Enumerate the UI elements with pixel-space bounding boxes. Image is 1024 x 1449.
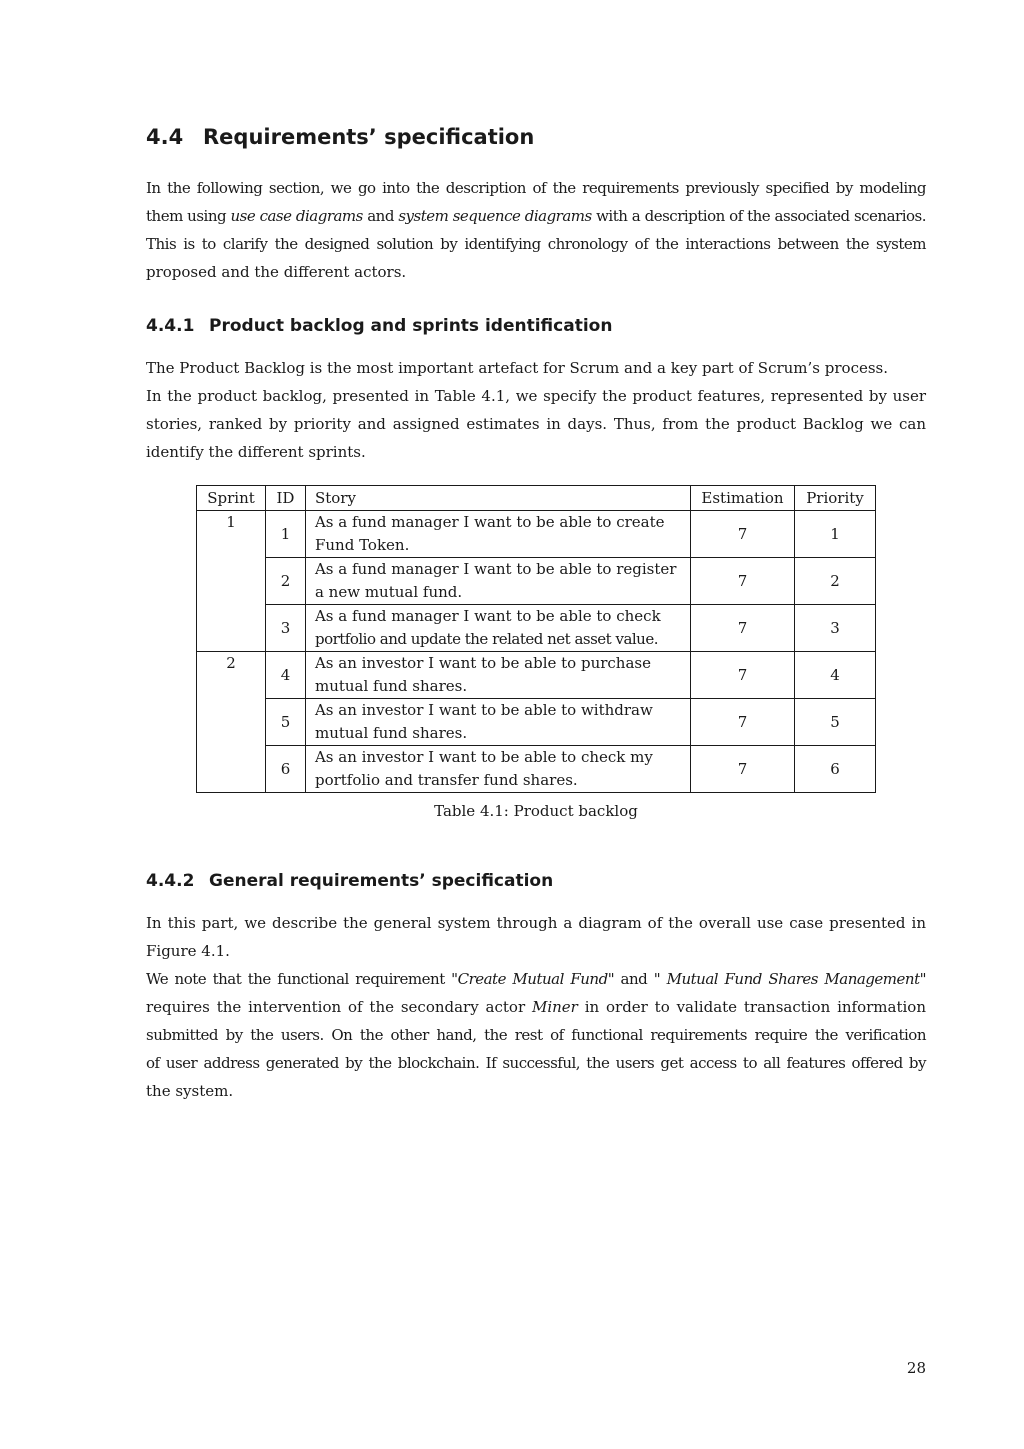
table-row	[197, 558, 876, 605]
term-use-case-diagrams: use case diagrams	[230, 207, 363, 225]
subsection-title: Product backlog and sprints identification	[209, 316, 613, 336]
priority-cell: 1	[794, 511, 875, 558]
text-line: In the following section, we go into the description of the requirements previously specified by modeling	[146, 179, 926, 197]
estimation-cell: 7	[691, 699, 795, 746]
estimation-cell: 7	[691, 605, 795, 652]
story-line: portfolio and transfer fund shares.	[314, 771, 578, 789]
priority-cell: 4	[794, 652, 875, 699]
priority-cell: 2	[794, 558, 875, 605]
text-line	[146, 965, 926, 993]
text-line	[146, 993, 926, 1021]
story-cell	[305, 652, 690, 699]
subsection-number: 4.4.1	[146, 316, 195, 336]
id-cell: 6	[265, 746, 305, 793]
table-row	[197, 652, 876, 699]
id-cell: 1	[265, 511, 305, 558]
section-number: 4.4	[146, 125, 184, 149]
text-run: them using	[146, 207, 231, 225]
text-run: We note that the functional requirement "	[146, 970, 458, 988]
section-heading	[146, 125, 534, 149]
subsection-title: General requirements’ specification	[209, 871, 554, 891]
story-line: As a fund manager I want to be able to create	[314, 513, 665, 531]
term-create-mutual-fund: Create Mutual Fund	[457, 970, 608, 988]
text-run: "	[919, 970, 927, 988]
story-cell	[305, 605, 690, 652]
story-line: As an investor I want to be able to withdraw	[314, 701, 653, 719]
header-priority: Priority	[794, 486, 875, 511]
table-header-row	[197, 486, 876, 511]
section-title: Requirements’ specification	[203, 125, 535, 149]
table-row	[197, 746, 876, 793]
story-cell	[305, 558, 690, 605]
story-line: As an investor I want to be able to purchase	[314, 654, 651, 672]
table-caption: Table 4.1: Product backlog	[434, 802, 638, 820]
subsection-heading-backlog	[146, 316, 612, 336]
table-row	[197, 511, 876, 558]
story-line: As an investor I want to be able to check my	[314, 748, 653, 766]
estimation-cell: 7	[691, 746, 795, 793]
text-line: stories, ranked by priority and assigned estimates in days. Thus, from the product Backlog we can	[146, 415, 926, 433]
header-story: Story	[305, 486, 690, 511]
sprint-cell: 1	[197, 511, 266, 652]
product-backlog-table	[196, 485, 876, 793]
story-cell	[305, 511, 690, 558]
story-line: mutual fund shares.	[314, 677, 468, 695]
id-cell: 2	[265, 558, 305, 605]
priority-cell: 5	[794, 699, 875, 746]
term-system-sequence-diagrams: system sequence diagrams	[398, 207, 592, 225]
story-line: mutual fund shares.	[314, 724, 468, 742]
id-cell: 4	[265, 652, 305, 699]
story-cell	[305, 699, 690, 746]
text-line: the system.	[146, 1082, 234, 1100]
subsection-number: 4.4.2	[146, 871, 195, 891]
term-mutual-fund-shares-management: Mutual Fund Shares Management	[666, 970, 920, 988]
text-line: In this part, we describe the general system through a diagram of the overall use case presented in	[146, 914, 926, 932]
backlog-paragraph	[146, 354, 926, 466]
story-line: portfolio and update the related net asset value.	[314, 630, 658, 648]
text-line: proposed and the different actors.	[146, 263, 407, 281]
priority-cell: 6	[794, 746, 875, 793]
text-line: identify the different sprints.	[146, 443, 366, 461]
story-line: As a fund manager I want to be able to register	[314, 560, 677, 578]
text-line: Figure 4.1.	[146, 942, 230, 960]
intro-paragraph	[146, 174, 926, 286]
general-paragraph	[146, 909, 926, 1105]
story-line: As a fund manager I want to be able to check	[314, 607, 661, 625]
header-id: ID	[265, 486, 305, 511]
table-row	[197, 605, 876, 652]
text-line: This is to clarify the designed solution by identifying chronology of the interactions between the system	[146, 235, 926, 253]
story-line: a new mutual fund.	[314, 583, 463, 601]
sprint-cell: 2	[197, 652, 266, 793]
priority-cell: 3	[794, 605, 875, 652]
id-cell: 5	[265, 699, 305, 746]
text-line: submitted by the users. On the other hand, the rest of functional requirements require the verification	[146, 1026, 926, 1044]
text-run: and	[362, 207, 399, 225]
estimation-cell: 7	[691, 558, 795, 605]
subsection-heading-general	[146, 871, 553, 891]
estimation-cell: 7	[691, 652, 795, 699]
text-run: " and "	[607, 970, 667, 988]
table-row	[197, 699, 876, 746]
story-line: Fund Token.	[314, 536, 410, 554]
header-sprint: Sprint	[197, 486, 266, 511]
estimation-cell: 7	[691, 511, 795, 558]
text-line: The Product Backlog is the most important artefact for Scrum and a key part of Scrum’s process.	[146, 359, 889, 377]
text-line: In the product backlog, presented in Table 4.1, we specify the product features, represented by user	[146, 387, 926, 405]
text-line	[146, 202, 926, 230]
id-cell: 3	[265, 605, 305, 652]
text-line: of user address generated by the blockchain. If successful, the users get access to all features offered by	[146, 1054, 926, 1072]
text-run: in order to validate transaction information	[577, 998, 926, 1016]
header-estimation: Estimation	[691, 486, 795, 511]
text-run: requires the intervention of the secondary actor	[146, 998, 532, 1016]
story-cell	[305, 746, 690, 793]
text-run: with a description of the associated scenarios.	[591, 207, 926, 225]
term-miner: Miner	[531, 998, 578, 1016]
page-number: 28	[906, 1359, 926, 1377]
